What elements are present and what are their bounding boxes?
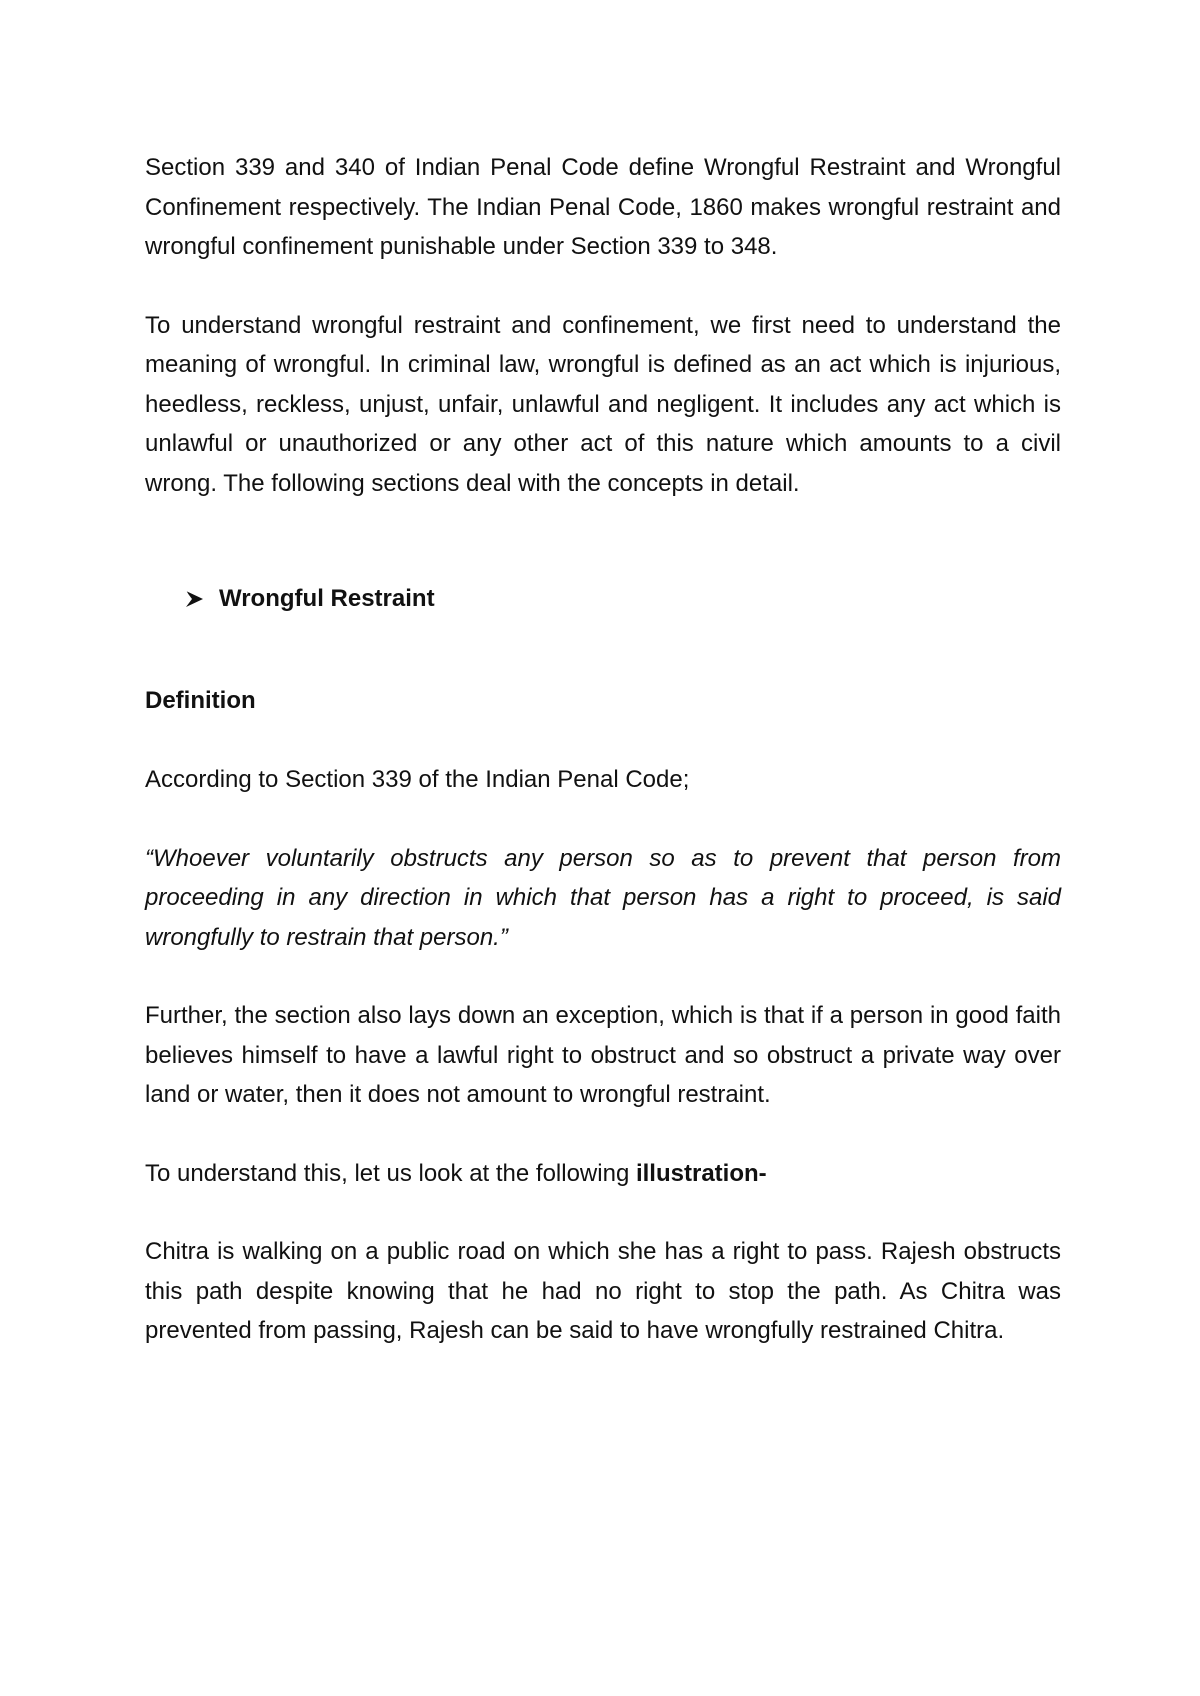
section-reference-line: According to Section 339 of the Indian Penal Code; — [145, 766, 690, 793]
exception-paragraph: Further, the section also lays down an exception, which is that if a person in good faith believes himself to have a lawful right to obstruct and so obstruct a private way over land or water, then it does not amount to wrongful restraint. — [145, 1002, 1061, 1108]
definition-subheading: Definition — [145, 686, 256, 714]
arrow-bullet-icon — [183, 588, 205, 610]
statute-quote: “Whoever voluntarily obstructs any person so as to prevent that person from proceeding in any direction in which that person has a right to proceed, is said wrongfully to restrain that person.” — [145, 844, 1061, 951]
wrongful-meaning-paragraph: To understand wrongful restraint and confinement, we first need to understand the meaning of wrongful. In criminal law, wrongful is defined as an act which is injurious, heedless, reckless, unjust, unfair, unlawful and negligent. It includes any act which is unlawful or unauthorized or any other act of this nature which amounts to a civil wrong. The following sections deal with the concepts in detail. — [145, 311, 1061, 497]
illustration-intro-text: To understand this, let us look at the following — [145, 1159, 636, 1187]
illustration-label: illustration- — [635, 1159, 767, 1187]
section-heading — [183, 579, 1061, 619]
illustration-intro-line — [145, 1154, 1061, 1194]
intro-paragraph: Section 339 and 340 of Indian Penal Code define Wrongful Restraint and Wrongful Confinement respectively. The Indian Penal Code, 1860 makes wrongful restraint and wrongful confinement punishable under Section 339 to 348. — [145, 154, 1061, 260]
section-heading-label: Wrongful Restraint — [219, 585, 435, 612]
document-body — [145, 148, 1061, 1351]
illustration-paragraph: Chitra is walking on a public road on which she has a right to pass. Rajesh obstructs this path despite knowing that he had no right to stop the path. As Chitra was prevented from passing, Rajesh can be said to have wrongfully restrained Chitra. — [145, 1238, 1061, 1344]
